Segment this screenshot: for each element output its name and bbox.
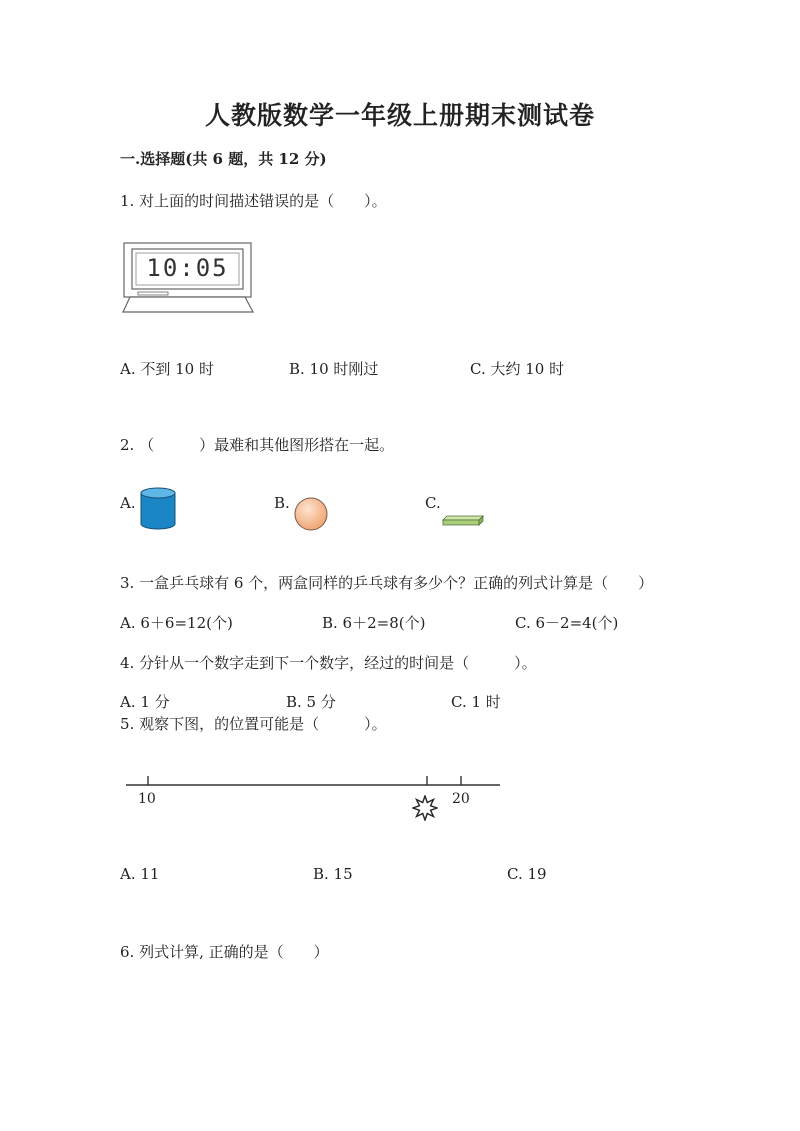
question-4-stem: 4. 分针从一个数字走到下一个数字，经过的时间是（ ）。 xyxy=(120,654,537,672)
question-2-stem: 2. （ ）最难和其他图形搭在一起。 xyxy=(120,436,395,454)
question-2-option-b[interactable]: B. xyxy=(274,494,290,512)
question-6-stem: 6. 列式计算, 正确的是（ ） xyxy=(120,943,329,961)
star-marker-icon xyxy=(412,795,438,821)
question-2-option-c[interactable]: C. xyxy=(425,494,441,512)
question-1-stem: 1. 对上面的时间描述错误的是（ ）。 xyxy=(120,192,387,210)
number-line xyxy=(120,770,504,822)
question-3-option-a[interactable]: A. 6＋6=12(个) xyxy=(120,614,233,632)
question-5-option-a[interactable]: A. 11 xyxy=(120,865,160,883)
question-5-option-b[interactable]: B. 15 xyxy=(313,865,353,883)
question-1-option-b[interactable]: B. 10 时刚过 xyxy=(289,360,379,378)
question-5-stem: 5. 观察下图，的位置可能是（ ）。 xyxy=(120,715,387,733)
question-2-option-a[interactable]: A. xyxy=(120,494,136,512)
page-title: 人教版数学一年级上册期末测试卷 xyxy=(204,101,595,130)
number-line-label-end: 20 xyxy=(452,791,470,807)
clock-display: 10:05 xyxy=(146,254,229,282)
question-3-option-c[interactable]: C. 6－2=4(个) xyxy=(515,614,619,632)
number-line-label-start: 10 xyxy=(138,791,156,807)
question-4-option-b[interactable]: B. 5 分 xyxy=(286,693,336,711)
question-3-option-b[interactable]: B. 6＋2=8(个) xyxy=(322,614,426,632)
cuboid-icon xyxy=(441,515,485,527)
section-heading: 一.选择题(共 6 题，共 12 分) xyxy=(120,150,327,168)
question-4-option-a[interactable]: A. 1 分 xyxy=(120,693,170,711)
question-1-option-c[interactable]: C. 大约 10 时 xyxy=(470,360,565,378)
question-4-option-c[interactable]: C. 1 时 xyxy=(451,693,501,711)
sphere-icon xyxy=(293,496,329,532)
question-1-option-a[interactable]: A. 不到 10 时 xyxy=(120,360,214,378)
cylinder-icon xyxy=(139,487,177,531)
question-5-option-c[interactable]: C. 19 xyxy=(507,865,547,883)
question-3-stem: 3. 一盒乒乓球有 6 个，两盒同样的乒乓球有多少个？正确的列式计算是（ ） xyxy=(120,574,654,592)
